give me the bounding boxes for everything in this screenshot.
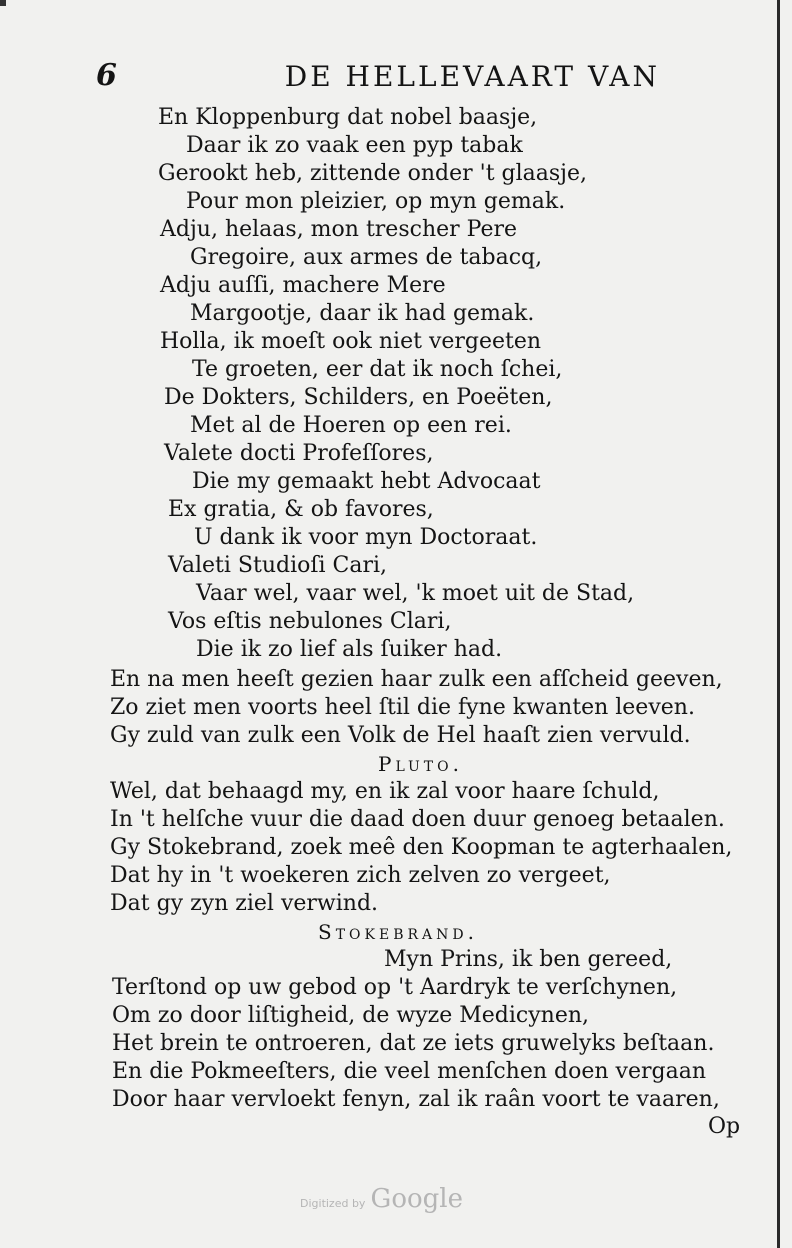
verse-line: Die my gemaakt hebt Advocaat [192, 469, 541, 494]
page-header [96, 58, 666, 98]
corner-mark [0, 0, 6, 6]
verse-line: Daar ik zo vaak een pyp tabak [186, 133, 523, 158]
verse-line: Adju, helaas, mon trescher Pere [160, 217, 518, 242]
verse-line: Terſtond op uw gebod op 't Aardryk te verſchynen, [112, 975, 678, 1000]
verse-line: Zo ziet men voorts heel ſtil die fyne kwanten leeven. [110, 695, 695, 720]
verse-line: Die ik zo lief als ſuiker had. [196, 637, 503, 662]
verse-line: Gy zuld van zulk een Volk de Hel haaſt zien vervuld. [110, 723, 691, 748]
verse-line: U dank ik voor myn Doctoraat. [194, 525, 538, 550]
verse-line: Myn Prins, ik ben gereed, [384, 947, 673, 972]
verse-line: Vos eſtis nebulones Clari, [168, 609, 452, 634]
speaker-label: Stokebrand. [318, 920, 478, 944]
watermark-prefix: Digitized by [300, 1197, 366, 1210]
page-edge [777, 0, 780, 1248]
verse-line: Door haar vervloekt fenyn, zal ik raân voort te vaaren, [112, 1087, 720, 1112]
verse-line: Pour mon pleizier, op myn gemak. [186, 189, 566, 214]
verse-line: Holla, ik moeſt ook niet vergeeten [160, 329, 542, 354]
verse-line: Valete docti Profeſſores, [164, 441, 434, 466]
verse-line: In 't helſche vuur die daad doen duur genoeg betaalen. [110, 807, 725, 832]
verse-line: Het brein te ontroeren, dat ze iets gruwelyks beſtaan. [112, 1031, 715, 1056]
verse-line: Gerookt heb, zittende onder 't glaasje, [158, 161, 587, 186]
verse-line: Gregoire, aux armes de tabacq, [190, 245, 543, 270]
running-title: DE HELLEVAART VAN [284, 60, 660, 93]
verse-line: Dat gy zyn ziel verwind. [110, 891, 379, 916]
verse-line: Wel, dat behaagd my, en ik zal voor haare ſchuld, [110, 779, 660, 804]
verse-line: En die Pokmeeſters, die veel menſchen doen vergaan [112, 1059, 706, 1084]
verse-line: En na men heeſt gezien haar zulk een afſcheid geeven, [110, 667, 723, 692]
verse-line: Gy Stokebrand, zoek meê den Koopman te agterhaalen, [110, 835, 733, 860]
verse-line: En Kloppenburg dat nobel baasje, [158, 105, 538, 130]
page-number: 6 [96, 58, 117, 93]
verse-line: Met al de Hoeren op een rei. [190, 413, 512, 438]
watermark-brand: Google [370, 1184, 463, 1214]
verse-line: Om zo door liſtigheid, de wyze Medicynen, [112, 1003, 589, 1028]
verse-line: Vaar wel, vaar wel, 'k moet uit de Stad, [196, 581, 635, 606]
verse-line: Dat hy in 't woekeren zich zelven zo vergeet, [110, 863, 611, 888]
catchword: Op [708, 1114, 741, 1139]
google-watermark [300, 1184, 463, 1214]
verse-line: Adju auſſi, machere Mere [160, 273, 446, 298]
verse-line: Ex gratia, & ob favores, [168, 497, 434, 522]
verse-line: Te groeten, eer dat ik noch ſchei, [192, 357, 563, 382]
verse-line: De Dokters, Schilders, en Poeëten, [164, 385, 553, 410]
speaker-label: Pluto. [378, 752, 463, 776]
verse-line: Valeti Studioſi Cari, [168, 553, 388, 578]
verse-line: Margootje, daar ik had gemak. [190, 301, 535, 326]
